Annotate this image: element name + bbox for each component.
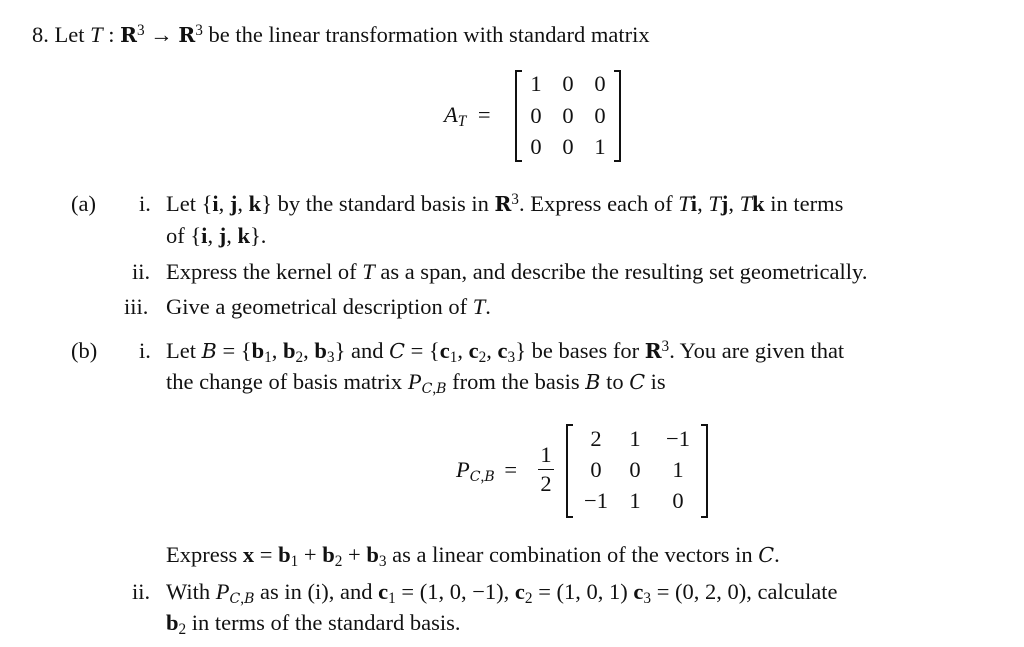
matrix-cell: 2: [590, 426, 602, 451]
part-b-label: (b): [71, 338, 98, 363]
part-a-iii-label: iii.: [124, 294, 149, 319]
part-a-label: (a): [71, 191, 96, 216]
problem-number: 8.: [32, 22, 49, 47]
part-b-ii-line1: With $P_{C,B}$ as in (i), and $c_1 = (1$, 0, −1), $c_2 = (1$, 0, 1) $c_3 = (0$, 2, 0), calculate: [166, 579, 838, 607]
matrix-cell: −1: [584, 488, 608, 513]
matrix-cell: 1: [629, 488, 641, 513]
matrix-cell: 0: [672, 488, 684, 513]
fraction-denominator: 2: [540, 471, 552, 496]
matrix-cell: 0: [530, 103, 542, 128]
matrix-AT: [515, 70, 621, 162]
part-b-i-label: i.: [139, 338, 151, 363]
matrix-cell: 0: [629, 457, 641, 482]
matrix-cell: 1: [594, 134, 606, 159]
matrix-cell: 0: [562, 134, 574, 159]
part-b-ii-line2: $b_2$ in terms of the standard basis.: [166, 610, 461, 638]
matrix-cell: 1: [629, 426, 641, 451]
matrix-cell: 1: [672, 457, 684, 482]
part-a-ii-text: Express the kernel of T as a span, and describe the resulting set geometrically.: [166, 259, 868, 284]
matrix-cell: 0: [594, 103, 606, 128]
part-b-i-express: Express $x = b_1 + b_2 + b_3$ as a linear combination of the vectors in C.: [166, 542, 780, 570]
matrix-P-label: $P_{C,B}$ =: [456, 457, 518, 485]
part-b-i-line1: Let $B = \{b_1$, $b_2$, $b_3$} and $C = \{c_1$, $c_2$, $c_3$} be bases for $R^3$. You are given that: [166, 338, 845, 366]
matrix-cell: 0: [530, 134, 542, 159]
problem-statement: 8. Let T : $R^3 \to R^3$ be the linear transformation with standard matrix: [32, 22, 650, 47]
matrix-cell: 1: [530, 71, 542, 96]
part-b-i-line2: the change of basis matrix $P_{C,B}$ from the basis B to C is: [166, 369, 666, 397]
matrix-cell: −1: [666, 426, 690, 451]
matrix-cell: 0: [562, 71, 574, 96]
part-a-ii-label: ii.: [132, 259, 151, 284]
part-a-i-line1: Let {i, j, k} by the standard basis in $R^3$. Express each of Ti, Tj, Tk in terms: [166, 191, 844, 216]
matrix-cell: 0: [594, 71, 606, 96]
matrix-cell: 0: [562, 103, 574, 128]
matrix-P: [566, 424, 708, 518]
part-b-ii-label: ii.: [132, 579, 151, 604]
part-a-i-label: i.: [139, 191, 151, 216]
matrix-AT-label: $A_T$ =: [444, 102, 491, 130]
part-a-iii-text: Give a geometrical description of T.: [166, 294, 491, 319]
fraction-numerator: 1: [540, 442, 552, 467]
part-a-i-line2: of {i, j, k}.: [166, 223, 267, 248]
matrix-cell: 0: [590, 457, 602, 482]
fraction-half: [538, 444, 554, 496]
